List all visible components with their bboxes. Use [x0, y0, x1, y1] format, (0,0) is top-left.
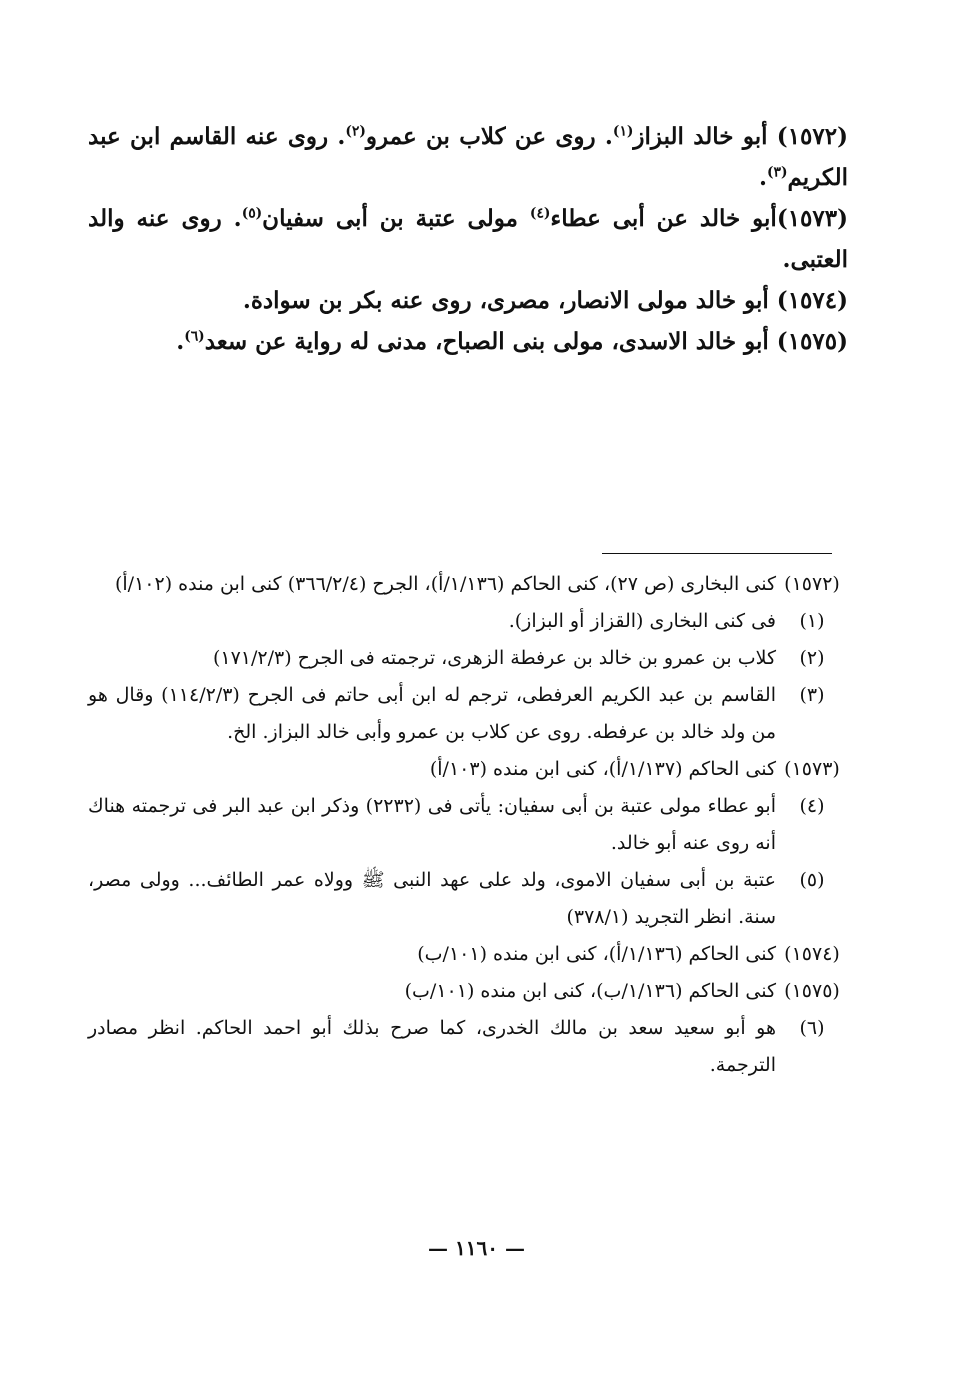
footnote-number: (١٥٧٣) [784, 758, 840, 780]
footnote-text: فى كنى البخارى (القزاز أو البزاز). [508, 610, 776, 632]
footnote-number: (٢) [799, 647, 825, 669]
footnote-number: (٤) [799, 795, 825, 817]
entry-text: . روى عنه والد العتبى. [88, 205, 848, 273]
footnote-text: كنى الحاكم (١/١٣٧/أ)، كنى ابن منده (١٠٣/أ) [429, 758, 776, 780]
footnote-ref[interactable]: (٣) [767, 164, 788, 181]
footnote-ref[interactable]: (٢) [345, 123, 366, 140]
entry-text: . روى عن كلاب بن عمرو [365, 123, 613, 150]
footnote-number: (٣) [799, 684, 825, 706]
footnote-text: كنى البخارى (ص ٢٧)، كنى الحاكم (١/١٣٦/أ)، الجرح (٣٦٦/٢/٤) كنى ابن منده (١٠٢/أ) [114, 573, 776, 595]
main-text [88, 116, 848, 362]
entry-1572 [88, 116, 848, 198]
footnote-text: أبو عطاء مولى عتبة بن أبى سفيان: يأتى فى (٢٢٣٢) وذكر ابن عبد البر فى ترجمته هناك أنه روى عنه أبو خالد. [88, 795, 776, 854]
entry-1573 [88, 198, 848, 280]
footnote-number: (٥) [799, 869, 825, 891]
footnote-item [88, 1010, 848, 1084]
entry-text: (١٥٧٣)أبو خالد عن أبى عطاء [550, 205, 849, 232]
entry-1575 [88, 321, 848, 362]
entry-text: . [176, 328, 185, 355]
footnote-text: كنى الحاكم (١/١٣٦/ب)، كنى ابن منده (١٠١/ب) [404, 980, 776, 1002]
footnote-number: (١٥٧٢) [784, 573, 840, 595]
entry-text: (١٥٧٢) أبو خالد البزاز [633, 123, 848, 150]
footnote-text: كلاب بن عمرو بن خالد بن عرفطة الزهرى، ترجمته فى الجرح (١٧١/٢/٣) [212, 647, 776, 669]
footnote-item [88, 566, 848, 603]
footnote-number: (١٥٧٥) [784, 980, 840, 1002]
footnote-text: القاسم بن عبد الكريم العرفطى، ترجم له ابن أبى حاتم فى الجرح (١١٤/٢/٣) وقال هو من ولد خالد بن عرفطه. روى عن كلاب بن عمرو وأبى خالد البزاز. الخ. [88, 684, 776, 743]
footnote-item [88, 677, 848, 751]
footnote-text: كنى الحاكم (١/١٣٦/أ)، كنى ابن منده (١٠١/ب) [417, 943, 776, 965]
footnote-item [88, 640, 848, 677]
entry-text: مولى عتبة بن أبى سفيان [262, 205, 530, 232]
entry-1574 [88, 280, 848, 321]
footnotes [88, 566, 848, 1084]
footnote-text: هو أبو سعيد سعد بن مالك الخدرى، كما صرح بذلك أبو احمد الحاكم. انظر مصادر الترجمة. [88, 1017, 776, 1076]
entry-text: (١٥٧٤) أبو خالد مولى الانصار، مصرى، روى عنه بكر بن سوادة. [242, 287, 848, 314]
footnote-number: (١٥٧٤) [784, 943, 840, 965]
footnote-item [88, 751, 848, 788]
footnote-number: (١) [799, 610, 825, 632]
footnote-item [88, 973, 848, 1010]
entry-text: (١٥٧٥) أبو خالد الاسدى، مولى بنى الصباح، مدنى له رواية عن سعد [204, 328, 848, 355]
footnote-ref[interactable]: (٥) [241, 205, 263, 222]
page-number: — ١١٦٠ — [428, 1236, 525, 1260]
footnote-ref[interactable]: (٦) [184, 328, 205, 345]
footnote-text: عتبة بن أبى سفيان الاموى، ولد على عهد النبى ﷺ وولاه عمر الطائف... وولى مصر، سنة. انظر التجريد (٣٧٨/١) [88, 869, 776, 928]
footnote-ref[interactable]: (١) [612, 123, 634, 140]
entry-text: . [759, 164, 768, 191]
footnote-item [88, 788, 848, 862]
footnote-number: (٦) [799, 1017, 825, 1039]
entry-text: . روى عنه القاسم ابن عبد الكريم [88, 123, 848, 191]
footnote-item [88, 603, 848, 640]
footnote-separator [602, 553, 832, 554]
footnote-item [88, 936, 848, 973]
footnote-ref[interactable]: (٤) [529, 205, 551, 222]
footnote-item [88, 862, 848, 936]
